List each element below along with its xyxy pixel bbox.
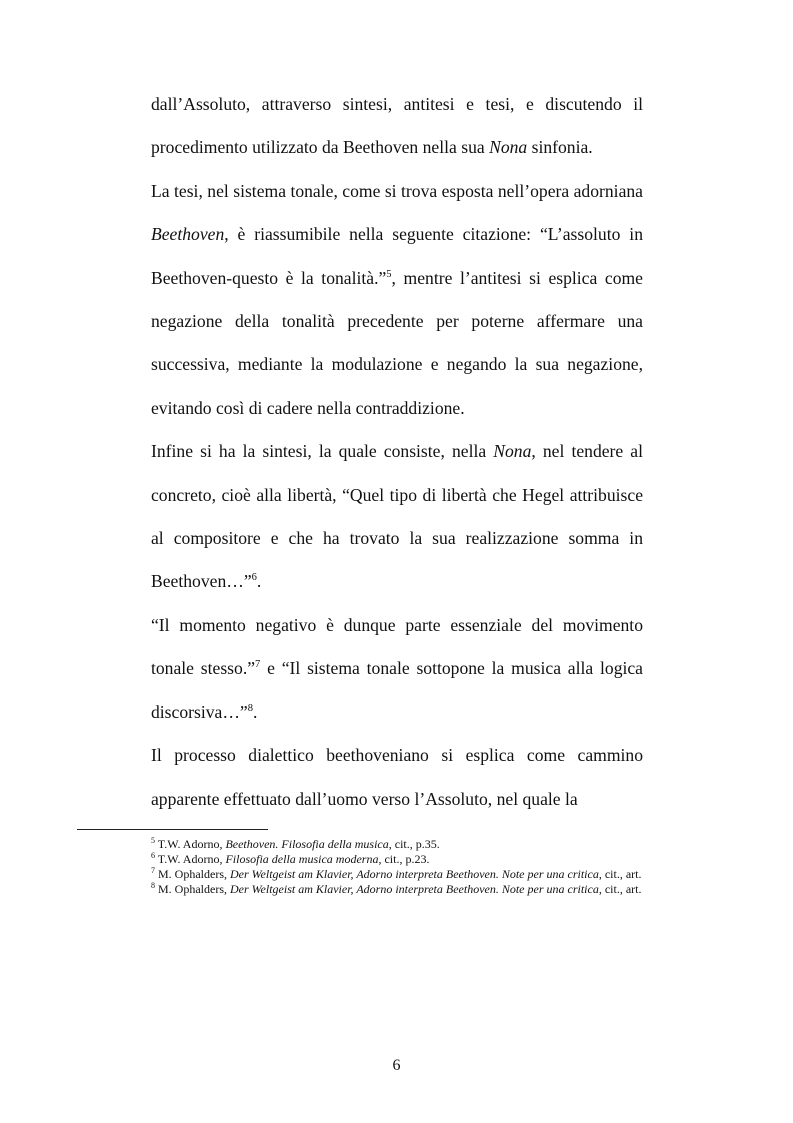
italic-title: Beethoven bbox=[151, 224, 225, 245]
footnote: $^5$ T.W. Adorno, Beethoven. Filosofia della musica, cit., p.35. bbox=[151, 836, 440, 851]
footnote-number: 8 bbox=[151, 881, 155, 890]
footnote-ref[interactable]: 8 bbox=[247, 702, 253, 714]
main-text bbox=[151, 83, 643, 821]
footnote-divider bbox=[77, 829, 268, 830]
footnote-ref[interactable]: 6 bbox=[251, 572, 257, 584]
italic-title: Nona bbox=[489, 137, 528, 158]
footnote-number: 7 bbox=[151, 866, 155, 875]
paragraph-4: “Il momento negativo è dunque parte essenziale del movimento tonale stesso.”$^7$ e “Il sistema tonale sottopone la musica alla logica discorsiva…”$^8$. bbox=[151, 614, 643, 722]
footnotes bbox=[151, 837, 643, 897]
footnote-ref[interactable]: 7 bbox=[255, 659, 261, 671]
paragraph-1: dall’Assoluto, attraverso sintesi, antitesi e tesi, e discutendo il procedimento utilizzato da Beethoven nella sua Nona sinfonia. bbox=[151, 94, 643, 158]
footnote: $^8$ M. Ophalders, Der Weltgeist am Klavier, Adorno interpreta Beethoven. Note per una critica, cit., art. bbox=[151, 881, 642, 896]
page-number: 6 bbox=[392, 1057, 401, 1074]
footnote-number: 6 bbox=[151, 851, 155, 860]
paragraph-3: Infine si ha la sintesi, la quale consiste, nella Nona, nel tendere al concreto, cioè alla libertà, “Quel tipo di libertà che Hegel attribuisce al compositore e che ha trovato la sua realizzazione somma in Beethoven…”$^6$. bbox=[151, 441, 644, 592]
paragraph-2: La tesi, nel sistema tonale, come si trova esposta nell’opera adorniana Beethoven, è riassumibile nella seguente citazione: “L’assoluto in Beethoven-questo è la tonalità.”$^5$, mentre l’antitesi si esplica come negazione della tonalità precedente per poterne affermare una successiva, mediante la modulazione e negando la sua negazione, evitando così di cadere nella contraddizione. bbox=[151, 180, 643, 418]
footnote-number: 5 bbox=[151, 836, 155, 845]
footnote-ref[interactable]: 5 bbox=[386, 268, 392, 280]
footnote: $^6$ T.W. Adorno, Filosofia della musica moderna, cit., p.23. bbox=[151, 851, 430, 866]
italic-title: Nona bbox=[493, 441, 532, 462]
footnote: $^7$ M. Ophalders, Der Weltgeist am Klavier, Adorno interpreta Beethoven. Note per una critica, cit., art. bbox=[151, 866, 642, 881]
paragraph-5: Il processo dialettico beethoveniano si esplica come cammino apparente effettuato dall’uomo verso l’Assoluto, nel quale la bbox=[151, 745, 643, 809]
